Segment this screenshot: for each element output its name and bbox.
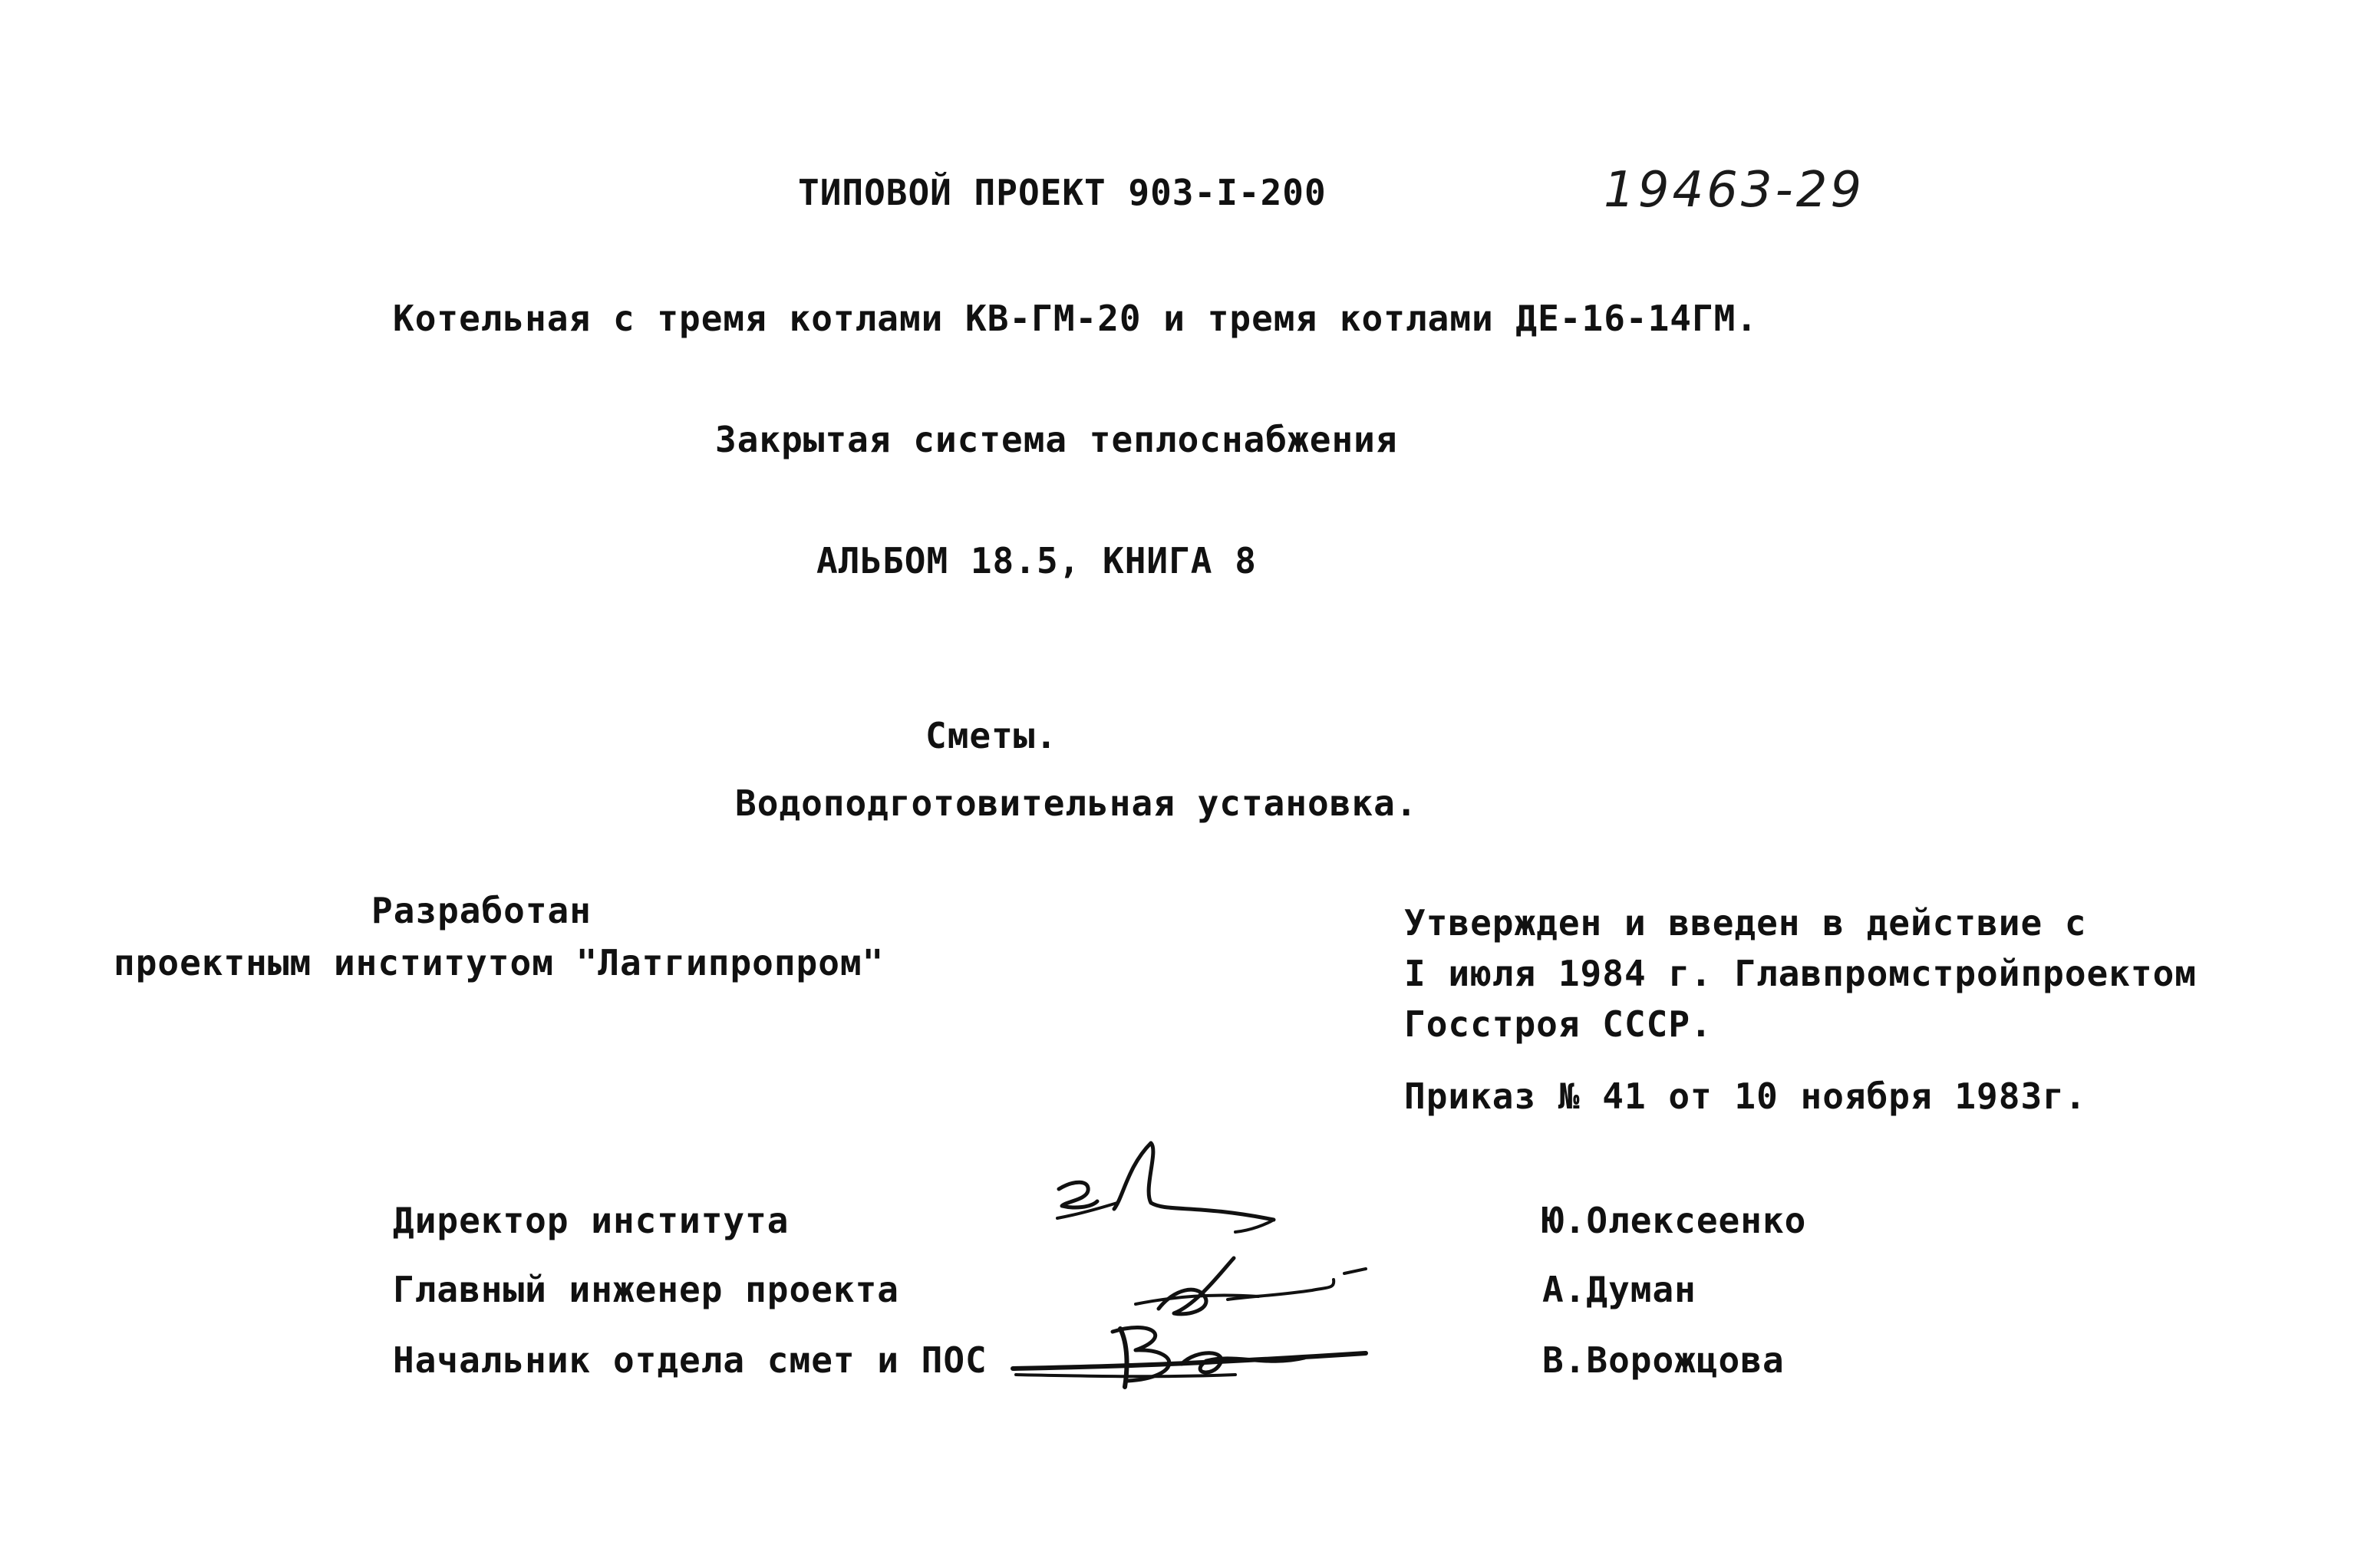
approval-line-3: Госстроя СССР. [1404, 1003, 1713, 1045]
approval-line-1: Утвержден и введен в действие с [1404, 902, 2087, 944]
subject-line: Котельная с тремя котлами КВ-ГМ-20 и тремя котлами ДЕ-16-14ГМ. [393, 298, 1759, 339]
signature-role-director: Директор института [393, 1200, 790, 1241]
developer-label: Разработан [371, 890, 592, 931]
approval-order: Приказ № 41 от 10 ноября 1983г. [1404, 1076, 2087, 1117]
signature-scribble-estimates-head [1005, 1313, 1373, 1398]
album-line: АЛЬБОМ 18.5, КНИГА 8 [816, 540, 1257, 581]
handwritten-number: 19463-29 [1604, 162, 1865, 219]
approval-line-2: I июля 1984 г. Главпромстройпроектом [1404, 953, 2197, 994]
signature-role-chief-engineer: Главный инженер проекта [393, 1269, 899, 1310]
signature-name-estimates-head: В.Ворожцова [1542, 1339, 1785, 1381]
project-title: ТИПОВОЙ ПРОЕКТ 903-I-200 [798, 172, 1327, 213]
section-line: Сметы. [925, 715, 1058, 756]
signature-scribble-director [1044, 1135, 1289, 1235]
signature-name-chief-engineer: А.Думан [1542, 1269, 1696, 1310]
developer-institute: проектным институтом "Латгипропром" [114, 942, 885, 983]
signature-role-estimates-head: Начальник отдела смет и ПОС [393, 1339, 988, 1381]
system-line: Закрытая система теплоснабжения [715, 419, 1398, 460]
signature-name-director: Ю.Олексеенко [1542, 1200, 1807, 1241]
subsection-line: Водоподготовительная установка. [735, 782, 1418, 824]
